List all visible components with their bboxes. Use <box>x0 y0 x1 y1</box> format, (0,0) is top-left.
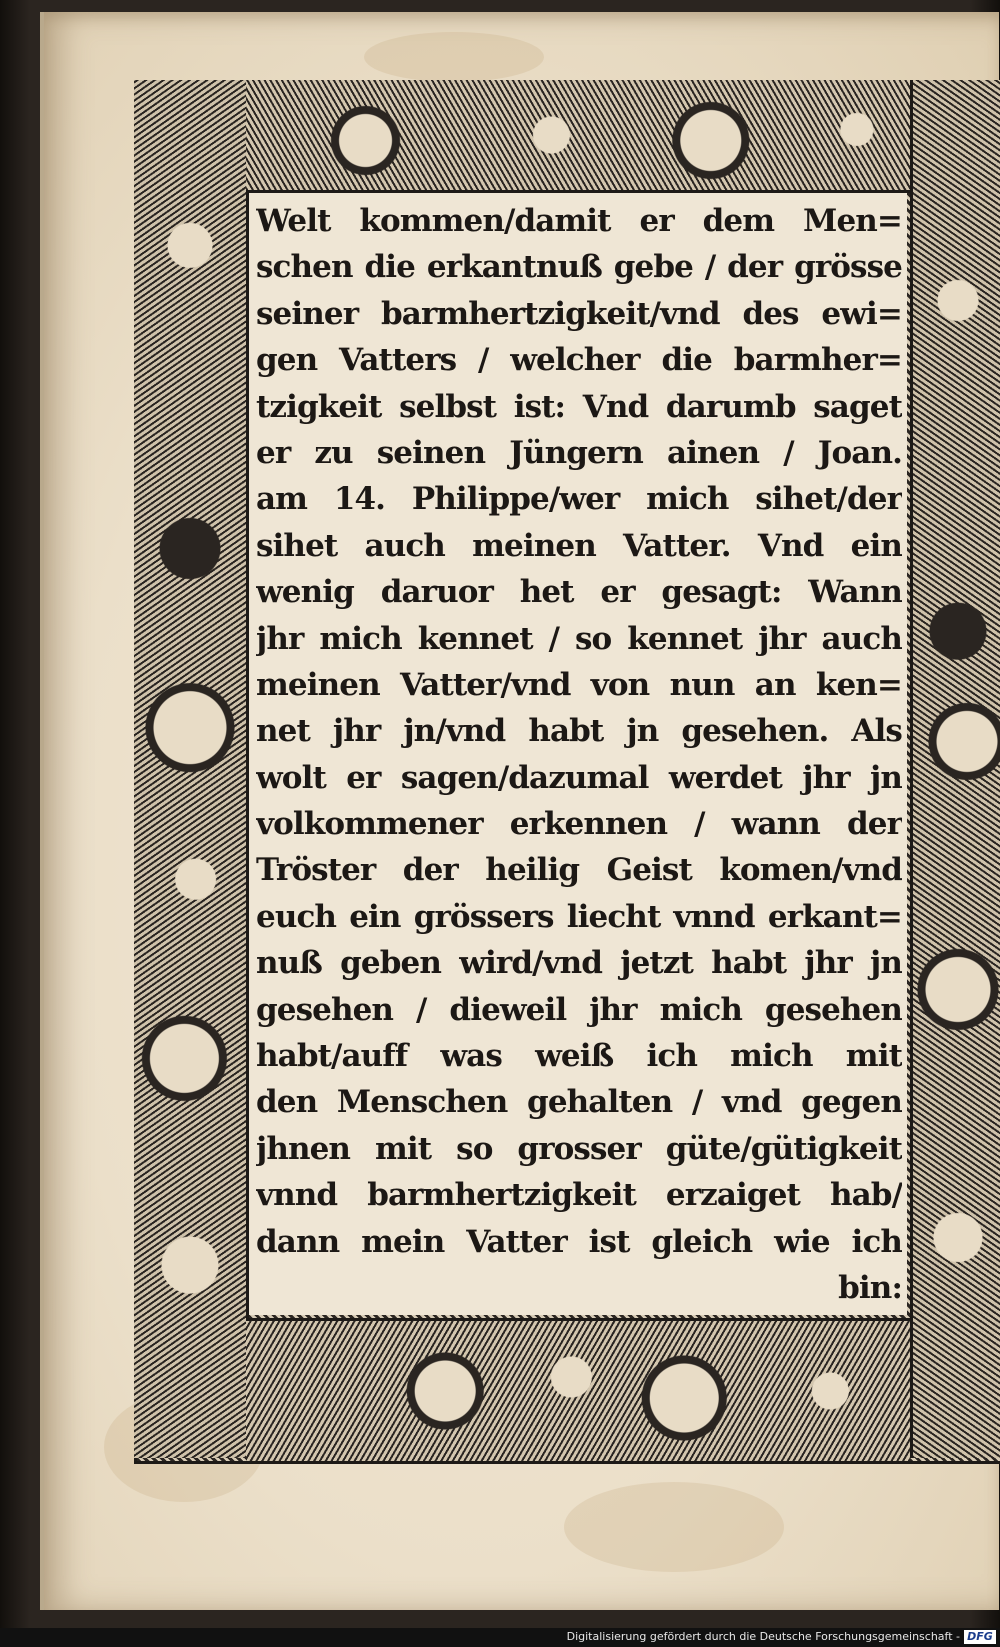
text-line: habt/auff was weiß ich mich mit <box>256 1038 902 1075</box>
text-line: am 14. Philippe/wer mich sihet/der <box>256 481 902 518</box>
catchword: bin: <box>838 1269 902 1306</box>
text-line: gen Vatters / welcher die barmher= <box>256 342 902 379</box>
funding-credit: Digitalisierung gefördert durch die Deutsche Forschungsgemeinschaft - <box>566 1630 960 1643</box>
text-line: net jhr jn/vnd habt jn gesehen. Als <box>256 713 902 750</box>
woodcut-border-top-ornament <box>246 80 910 193</box>
text-line: sihet auch meinen Vatter. Vnd ein <box>256 527 902 564</box>
woodcut-border-right-figure <box>910 80 1000 1458</box>
text-line: den Menschen gehalten / vnd gegen <box>256 1084 902 1121</box>
page-text-block <box>256 198 902 1311</box>
text-line: vnnd barmhertzigkeit erzaiget hab/ <box>256 1177 902 1214</box>
text-line: jhnen mit so grosser güte/gütigkeit <box>256 1130 902 1167</box>
text-line: gesehen / dieweil jhr mich gesehen <box>256 991 902 1028</box>
text-line: volkommener erkennen / wann der <box>256 806 902 843</box>
text-line: tzigkeit selbst ist: Vnd darumb saget <box>256 388 902 425</box>
text-line: meinen Vatter/vnd von nun an ken= <box>256 666 902 703</box>
text-line: wolt er sagen/dazumal werdet jhr jn <box>256 759 902 796</box>
text-line: wenig daruor het er gesagt: Wann <box>256 574 902 611</box>
woodcut-border-bottom-ornament <box>246 1318 910 1461</box>
dfg-logo: DFG <box>964 1630 996 1644</box>
text-line: seiner barmhertzigkeit/vnd des ewi= <box>256 295 902 332</box>
text-line: jhr mich kennet / so kennet jhr auch <box>256 620 902 657</box>
woodcut-border-left-figure <box>134 80 249 1458</box>
text-line: nuß geben wird/vnd jetzt habt jhr jn <box>256 945 902 982</box>
text-line: er zu seinen Jüngern ainen / Joan. <box>256 434 902 471</box>
text-line: schen die erkantnuß gebe / der grösse <box>256 249 902 286</box>
text-line: dann mein Vatter ist gleich wie ich <box>256 1223 902 1260</box>
text-line: Welt kommen/damit er dem Men= <box>256 203 902 239</box>
text-line: Tröster der heilig Geist komen/vnd <box>256 852 902 889</box>
text-line: euch ein grössers liecht vnnd erkant= <box>256 898 902 935</box>
